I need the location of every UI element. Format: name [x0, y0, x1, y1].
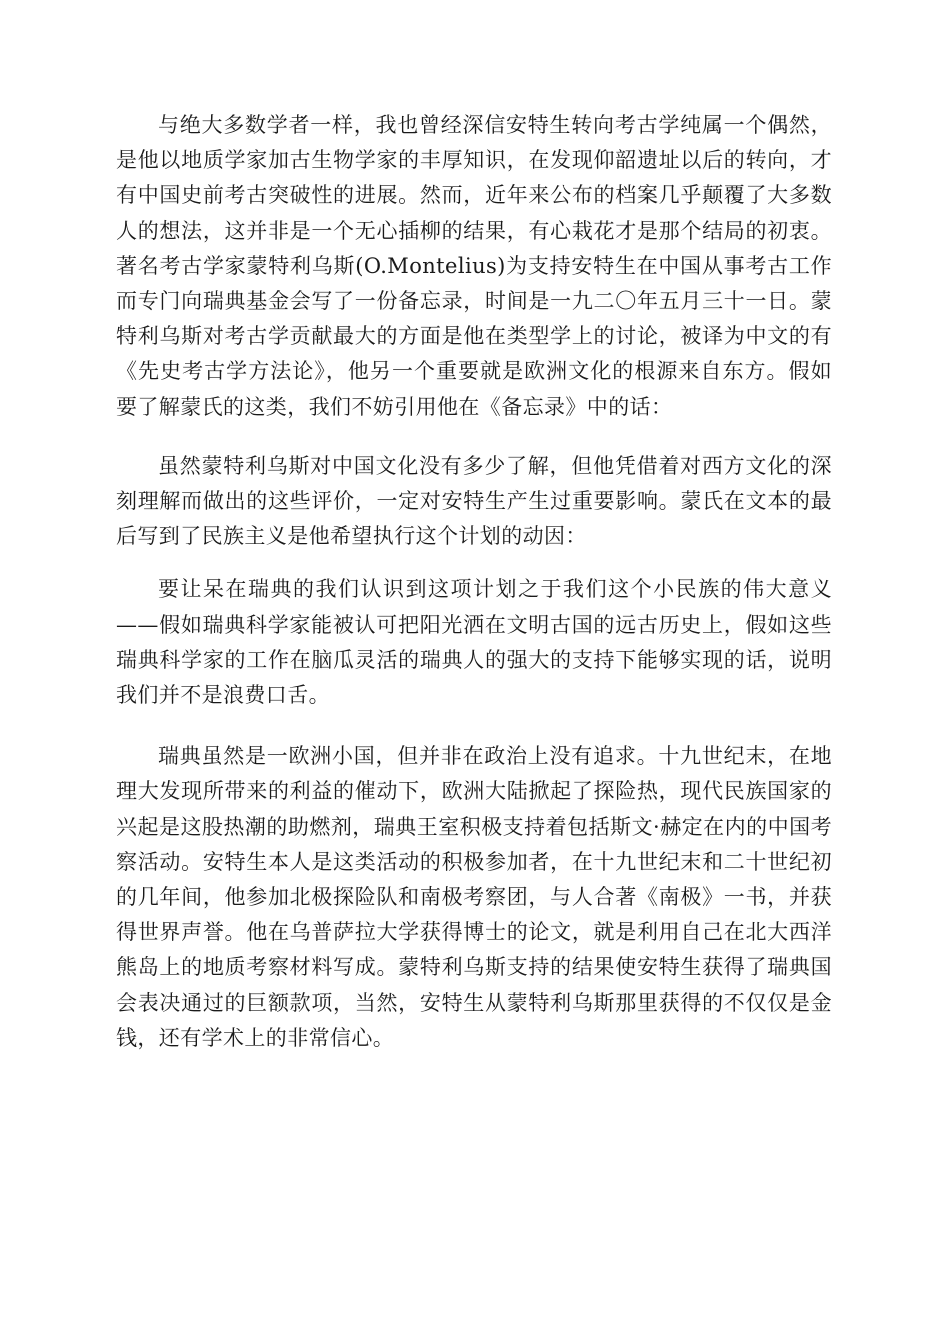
- paragraph-sweden-context: 瑞典虽然是一欧洲小国，但并非在政治上没有追求。十九世纪末，在地理大发现所带来的利益的催动下，欧洲大陆掀起了探险热，现代民族国家的兴起是这股热潮的助燃剂，瑞典王室积极支持着包括斯文·赫定在内的中国考察活动。安特生本人是这类活动的积极参加者，在十九世纪末和二十世纪初的几年间，他参加北极探险队和南极考察团，与人合著《南极》一书，并获得世界声誉。他在乌普萨拉大学获得博士的论文，就是利用自己在北大西洋熊岛上的地质考察材料写成。蒙特利乌斯支持的结果使安特生获得了瑞典国会表决通过的巨额款项，当然，安特生从蒙特利乌斯那里获得的不仅仅是金钱，还有学术上的非常信心。: [116, 744, 832, 1050]
- document-page: [116, 108, 832, 1056]
- paragraph-memo-quote: 要让呆在瑞典的我们认识到这项计划之于我们这个小民族的伟大意义——假如瑞典科学家能被认可把阳光洒在文明古国的远古历史上，假如这些瑞典科学家的工作在脑瓜灵活的瑞典人的强大的支持下能够实现的话，说明我们并不是浪费口舌。: [116, 577, 832, 708]
- paragraph-montelius-memo: 与绝大多数学者一样，我也曾经深信安特生转向考古学纯属一个偶然，是他以地质学家加古生物学家的丰厚知识，在发现仰韶遗址以后的转向，才有中国史前考古突破性的进展。然而，近年来公布的档案几乎颠覆了大多数人的想法，这并非是一个无心插柳的结果，有心栽花才是那个结局的初衷。著名考古学家蒙特利乌斯(O.Montelius)为支持安特生在中国从事考古工作而专门向瑞典基金会写了一份备忘录，时间是一九二〇年五月三十一日。蒙特利乌斯对考古学贡献最大的方面是他在类型学上的讨论，被译为中文的有《先史考古学方法论》，他另一个重要就是欧洲文化的根源来自东方。假如要了解蒙氏的这类，我们不妨引用他在《备忘录》中的话：: [116, 113, 832, 419]
- paragraph-montelius-influence: 虽然蒙特利乌斯对中国文化没有多少了解，但他凭借着对西方文化的深刻理解而做出的这些评价，一定对安特生产生过重要影响。蒙氏在文本的最后写到了民族主义是他希望执行这个计划的动因：: [116, 453, 832, 549]
